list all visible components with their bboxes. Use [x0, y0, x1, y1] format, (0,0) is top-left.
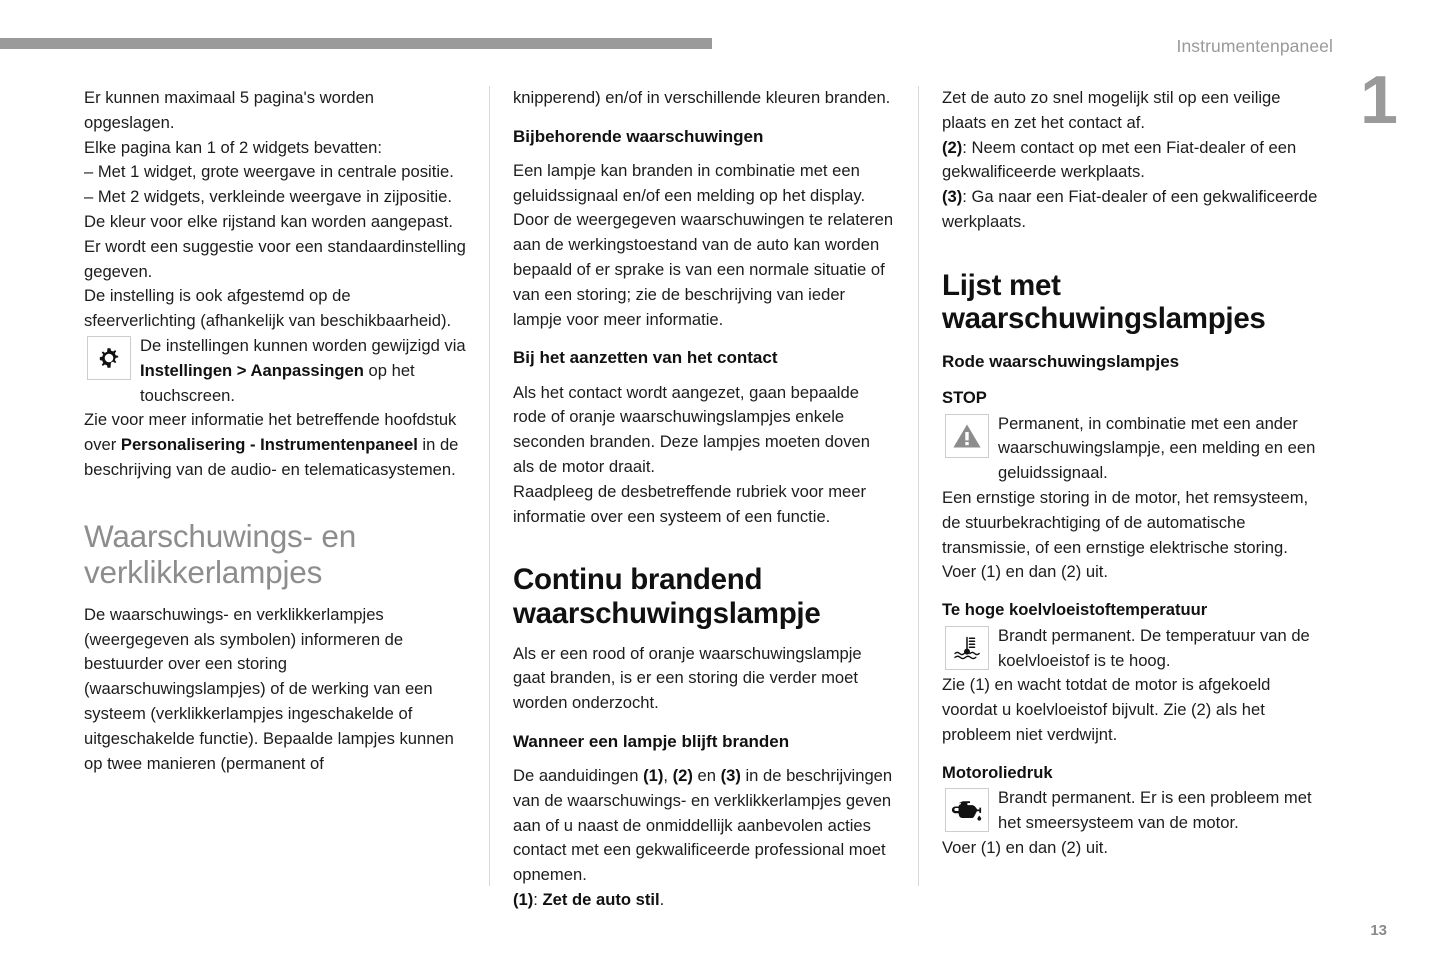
warning-coolant-block [942, 624, 1324, 674]
heading-warning-indicator-lights: Waarschuwings- en verklikkerlampjes [84, 517, 357, 591]
warning-stop-text-3: Voer (1) en dan (2) uit. [942, 562, 1109, 582]
settings-note-path: Instellingen > Aanpassingen [140, 360, 364, 380]
paragraph-ignition-on: Als het contact wordt aangezet, gaan bepaalde rode of oranje waarschuwingslampjes enkele seconden branden. Deze lampjes moeten doven als de motor draait. [513, 382, 871, 476]
settings-note-pre: De instellingen kunnen worden gewijzigd via [140, 335, 466, 355]
heading-switching-on-ignition: Bij het aanzetten van het contact [513, 348, 778, 368]
indication-1: (1) [643, 766, 664, 786]
coolant-temperature-icon [945, 626, 989, 670]
warning-oil-title: Motoroliedruk [942, 762, 1053, 782]
column-middle [513, 86, 918, 910]
indication-3: (3) [720, 766, 741, 786]
paragraph-stop-safe-place: Zet de auto zo snel mogelijk stil op een veilige plaats en zet het contact af. [942, 88, 1281, 132]
indications-prefix: De aanduidingen [513, 766, 644, 786]
header-rule [0, 38, 712, 49]
warning-oil-text-2: Voer (1) en dan (2) uit. [942, 837, 1109, 857]
paragraph-color-per-mode: De kleur voor elke rijstand kan worden aangepast. Er wordt een suggestie voor een standaardinstelling gegeven. [84, 211, 466, 281]
column-divider-1 [489, 86, 490, 886]
heading-light-stays-on: Wanneer een lampje blijft branden [513, 731, 790, 751]
warning-oil-block [942, 786, 1324, 836]
indication-2: (2) [672, 766, 693, 786]
settings-note-post: op het touchscreen. [140, 360, 415, 405]
page-number: 13 [1370, 922, 1387, 939]
paragraph-indications-123 [513, 764, 895, 888]
paragraph-consult-section: Raadpleeg de desbetreffende rubriek voor meer informatie over een systeem of een functie. [513, 481, 866, 526]
item-2-contact-dealer [942, 136, 1324, 186]
oil-pressure-icon [945, 788, 989, 832]
item-3-text: : Ga naar een Fiat-dealer of een gekwalificeerde werkplaats. [942, 187, 1318, 231]
paragraph-ambient-lighting: De instelling is ook afgestemd op de sfeerverlichting (afhankelijk van beschikbaarheid). [84, 286, 452, 331]
reference-note-text [84, 408, 466, 482]
bullet-two-widgets: – Met 2 widgets, verkleinde weergave in zijpositie. [84, 187, 453, 207]
item-2-text: : Neem contact op met een Fiat-dealer of een gekwalificeerde werkplaats. [942, 137, 1297, 182]
item-1-end: . [659, 890, 665, 910]
section-title: Instrumentenpaneel [1176, 36, 1333, 56]
warning-stop-block [942, 412, 1324, 486]
warning-stop-title: STOP [942, 388, 987, 408]
heading-list-of-warning-lights: Lijst met waarschuwingslampjes [942, 268, 1266, 336]
indications-sep-2: en [692, 766, 721, 786]
paragraph-continuous-warning: Als er een rood of oranje waarschuwingslampje gaat branden, is er een storing die verder moet worden onderzocht. [513, 643, 862, 713]
heading-continuous-warning-light: Continu brandend waarschuwingslampje [513, 563, 821, 630]
warning-coolant-title: Te hoge koelvloeistoftemperatuur [942, 600, 1208, 620]
column-divider-2 [918, 86, 919, 886]
settings-note-block [84, 334, 466, 408]
settings-note-text [140, 334, 466, 408]
indications-suffix: in de beschrijvingen van de waarschuwings- en verklikkerlampjes geven aan of u naast de onmiddellijk aanbevolen acties contact met een gekwalificeerde professional moet opnemen. [513, 766, 893, 885]
heading-associated-warnings: Bijbehorende waarschuwingen [513, 126, 764, 146]
paragraph-warning-lights-intro: De waarschuwings- en verklikkerlampjes (weergegeven als symbolen) informeren de bestuurder over een storing (waarschuwingslampjes) of de werking van een systeem (verklikkerlampjes ingeschakelde of uitgeschakelde functie). Bepaalde lampjes kunnen op twee manieren (permanent of [84, 604, 454, 773]
reference-note-pre: Zie voor meer informatie het betreffende hoofdstuk over [84, 410, 457, 455]
item-3-label: (3) [942, 187, 963, 207]
paragraph-max-pages: Er kunnen maximaal 5 pagina's worden opgeslagen. [84, 88, 375, 132]
item-1-action: Zet de auto stil [542, 890, 660, 910]
reference-note-chapter: Personalisering - Instrumentenpaneel [120, 435, 418, 455]
gear-icon [87, 336, 131, 380]
heading-red-warning-lights: Rode waarschuwingslampjes [942, 352, 1180, 372]
item-3-visit-dealer [942, 185, 1324, 235]
paragraph-widgets-per-page: Elke pagina kan 1 of 2 widgets bevatten: [84, 137, 382, 157]
warning-coolant-text-2: Zie (1) en wacht totdat de motor is afgekoeld voordat u koelvloeistof bijvult. Zie (2) als het probleem niet verdwijnt. [942, 675, 1271, 745]
paragraph-associated-warnings: Een lampje kan branden in combinatie met een geluidssignaal en/of een melding op het display. Door de weergegeven waarschuwingen te relateren aan de werkingstoestand van de auto kan worden bepaald of er sprake is van een normale situatie of van een storing; zie de beschrijving van ieder lampje voor meer informatie. [513, 160, 894, 329]
warning-coolant-text-1: Brandt permanent. De temperatuur van de koelvloeistof is te hoog. [998, 625, 1310, 670]
item-1-sep: : [533, 890, 543, 910]
warning-stop-text-2: Een ernstige storing in de motor, het remsysteem, de stuurbekrachtiging of de automatische transmissie, of een ernstige elektrische storing. [942, 488, 1309, 557]
item-1-stop-vehicle [513, 888, 895, 913]
page-columns [84, 86, 1350, 910]
chapter-number: 1 [1360, 62, 1396, 138]
indications-sep-1: , [663, 766, 673, 786]
reference-note-post: in de beschrijving van de audio- en telematicasystemen. [84, 435, 459, 479]
bullet-one-widget: – Met 1 widget, grote weergave in centrale positie. [84, 162, 454, 182]
warning-triangle-icon [945, 414, 989, 458]
column-left [84, 86, 489, 886]
column-right [942, 86, 1347, 886]
warning-oil-text-1: Brandt permanent. Er is een probleem met het smeersysteem van de motor. [998, 788, 1312, 833]
paragraph-blinking-colors: knipperend) en/of in verschillende kleuren branden. [513, 88, 891, 107]
item-2-label: (2) [942, 137, 963, 157]
warning-stop-text-1: Permanent, in combinatie met een ander waarschuwingslampje, een melding en een geluidssignaal. [998, 413, 1316, 483]
item-1-label: (1) [513, 890, 534, 910]
